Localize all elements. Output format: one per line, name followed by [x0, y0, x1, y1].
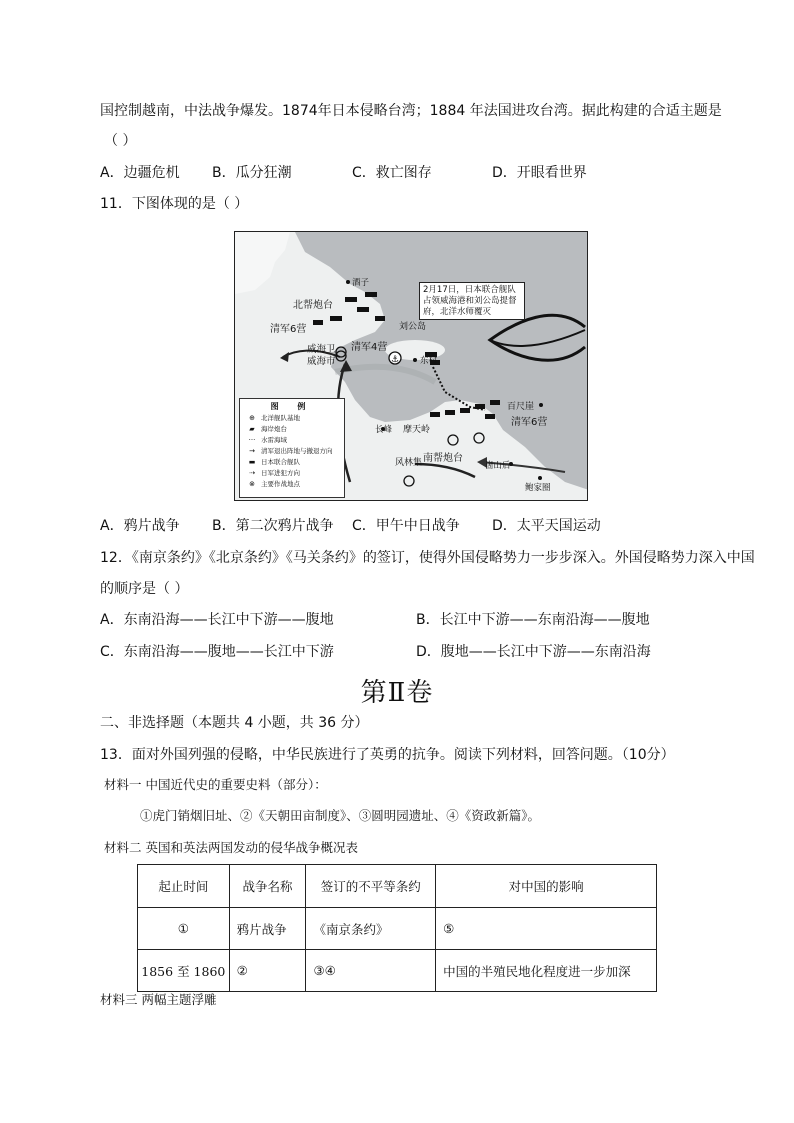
place-label: 清军4营 — [351, 342, 388, 353]
place-label: 威海卫 — [307, 344, 336, 355]
place-label: 南帮炮台 — [423, 453, 463, 464]
table-cell: ⑤ — [436, 908, 657, 950]
table-header: 对中国的影响 — [436, 865, 657, 908]
table-cell: 1856 至 1860 — [138, 950, 230, 992]
table-cell: ① — [138, 908, 230, 950]
weihaiwei-battle-map — [234, 231, 588, 501]
q12-stem-line1: 12．《南京条约》《北京条约》《马关条约》的签订，使得外国侵略势力一步步深入。外国侵略势力深入中国 — [100, 550, 755, 566]
place-label: 清军6营 — [511, 417, 548, 428]
place-label: 摩天岭 — [403, 425, 431, 435]
legend-label: 北洋舰队基地 — [261, 414, 300, 422]
q13-material1-body: ①虎门销烟旧址、②《天朝田亩制度》、③圆明园遗址、④《资政新篇》。 — [140, 808, 541, 823]
legend-label: 日本联合舰队 — [261, 458, 300, 466]
legend-label: 日军进犯方向 — [261, 469, 300, 477]
q12-stem-line2: 的顺序是（ ） — [100, 581, 189, 597]
legend-symbol-icon: ⊗ — [249, 479, 255, 488]
place-label: 威海市 — [307, 356, 336, 367]
table-cell: 《南京条约》 — [306, 908, 436, 950]
war-summary-table — [137, 864, 657, 992]
q11-option-a: A．鸦片战争 — [100, 518, 180, 534]
legend-row — [240, 412, 344, 423]
legend-symbol-icon: ⇢ — [249, 468, 255, 477]
legend-row — [240, 445, 344, 456]
q10-stem-line2: （ ） — [104, 133, 137, 149]
q12-option-d: D．腹地——长江中下游——东南沿海 — [416, 644, 651, 660]
q10-option-b: B．瓜分狂潮 — [212, 165, 292, 181]
q11-option-c: C．甲午中日战争 — [352, 518, 460, 534]
q10-option-a: A．边疆危机 — [100, 165, 180, 181]
q11-option-b: B．第二次鸦片战争 — [212, 518, 334, 534]
place-label: 风林集 — [395, 458, 423, 468]
legend-symbol-icon: → — [249, 446, 255, 455]
place-label: 酒子 — [352, 278, 370, 288]
table-cell: ③④ — [306, 950, 436, 992]
map-legend — [239, 398, 345, 498]
table-header: 签订的不平等条约 — [306, 865, 436, 908]
place-label: 崮山后 — [485, 461, 511, 471]
table-cell: 鸦片战争 — [229, 908, 306, 950]
table-cell: 中国的半殖民地化程度进一步加深 — [436, 950, 657, 992]
svg-text:⚓: ⚓ — [391, 355, 400, 365]
legend-label: 主要作战地点 — [261, 480, 300, 488]
place-label: 鲍家圈 — [525, 483, 551, 493]
place-label: 清军6营 — [270, 324, 307, 335]
legend-row — [240, 423, 344, 434]
q11-option-d: D．太平天国运动 — [492, 518, 601, 534]
place-label: 百尺崖 — [507, 402, 535, 412]
legend-symbol-icon: ⊕ — [249, 413, 255, 422]
q12-option-a: A．东南沿海——长江中下游——腹地 — [100, 612, 334, 628]
section-heading: 二、非选择题（本题共 4 小题，共 36 分） — [100, 715, 369, 731]
legend-symbol-icon: ··· — [248, 435, 256, 444]
q10-stem-line1: 国控制越南，中法战争爆发。1874年日本侵略台湾；1884 年法国进攻台湾。据此构建的合适主题是 — [100, 103, 722, 119]
place-label: 东村 — [420, 356, 438, 366]
legend-symbol-icon: ▰ — [249, 424, 255, 433]
place-label: 北帮炮台 — [293, 300, 333, 311]
legend-row — [240, 456, 344, 467]
table-row — [138, 908, 657, 950]
table-cell: ② — [229, 950, 306, 992]
q13-material1-title: 材料一 中国近代史的重要史料（部分）： — [104, 777, 327, 792]
q13-material2-title: 材料二 英国和英法两国发动的侵华战争概况表 — [104, 840, 358, 855]
legend-title: 图 例 — [270, 402, 314, 411]
q10-option-d: D．开眼看世界 — [492, 165, 587, 181]
q12-option-c: C．东南沿海——腹地——长江中下游 — [100, 644, 334, 660]
place-label: 刘公岛 — [399, 322, 427, 332]
section-title: 第Ⅱ卷 — [360, 678, 434, 708]
q11-stem: 11．下图体现的是（ ） — [100, 196, 249, 212]
table-row — [138, 950, 657, 992]
table-header: 起止时间 — [138, 865, 230, 908]
legend-symbol-icon: ▬ — [248, 457, 256, 466]
legend-label: 清军退出阵地与撤退方向 — [261, 447, 333, 455]
legend-label: 海岸炮台 — [261, 425, 287, 433]
legend-row — [240, 478, 344, 489]
q10-option-c: C．救亡图存 — [352, 165, 432, 181]
q13-material3-title: 材料三 两幅主题浮雕 — [100, 992, 217, 1007]
table-header-row — [138, 865, 657, 908]
place-label: 长峰 — [375, 425, 393, 435]
legend-row — [240, 467, 344, 478]
map-callout: 2月17日，日本联合舰队占领威海港和刘公岛提督府，北洋水师覆灭 — [419, 282, 525, 320]
table-header: 战争名称 — [229, 865, 306, 908]
q12-option-b: B．长江中下游——东南沿海——腹地 — [416, 612, 650, 628]
legend-label: 水雷海域 — [261, 436, 287, 444]
q13-stem: 13．面对外国列强的侵略，中华民族进行了英勇的抗争。阅读下列材料，回答问题。（10分） — [100, 747, 675, 763]
legend-row — [240, 434, 344, 445]
